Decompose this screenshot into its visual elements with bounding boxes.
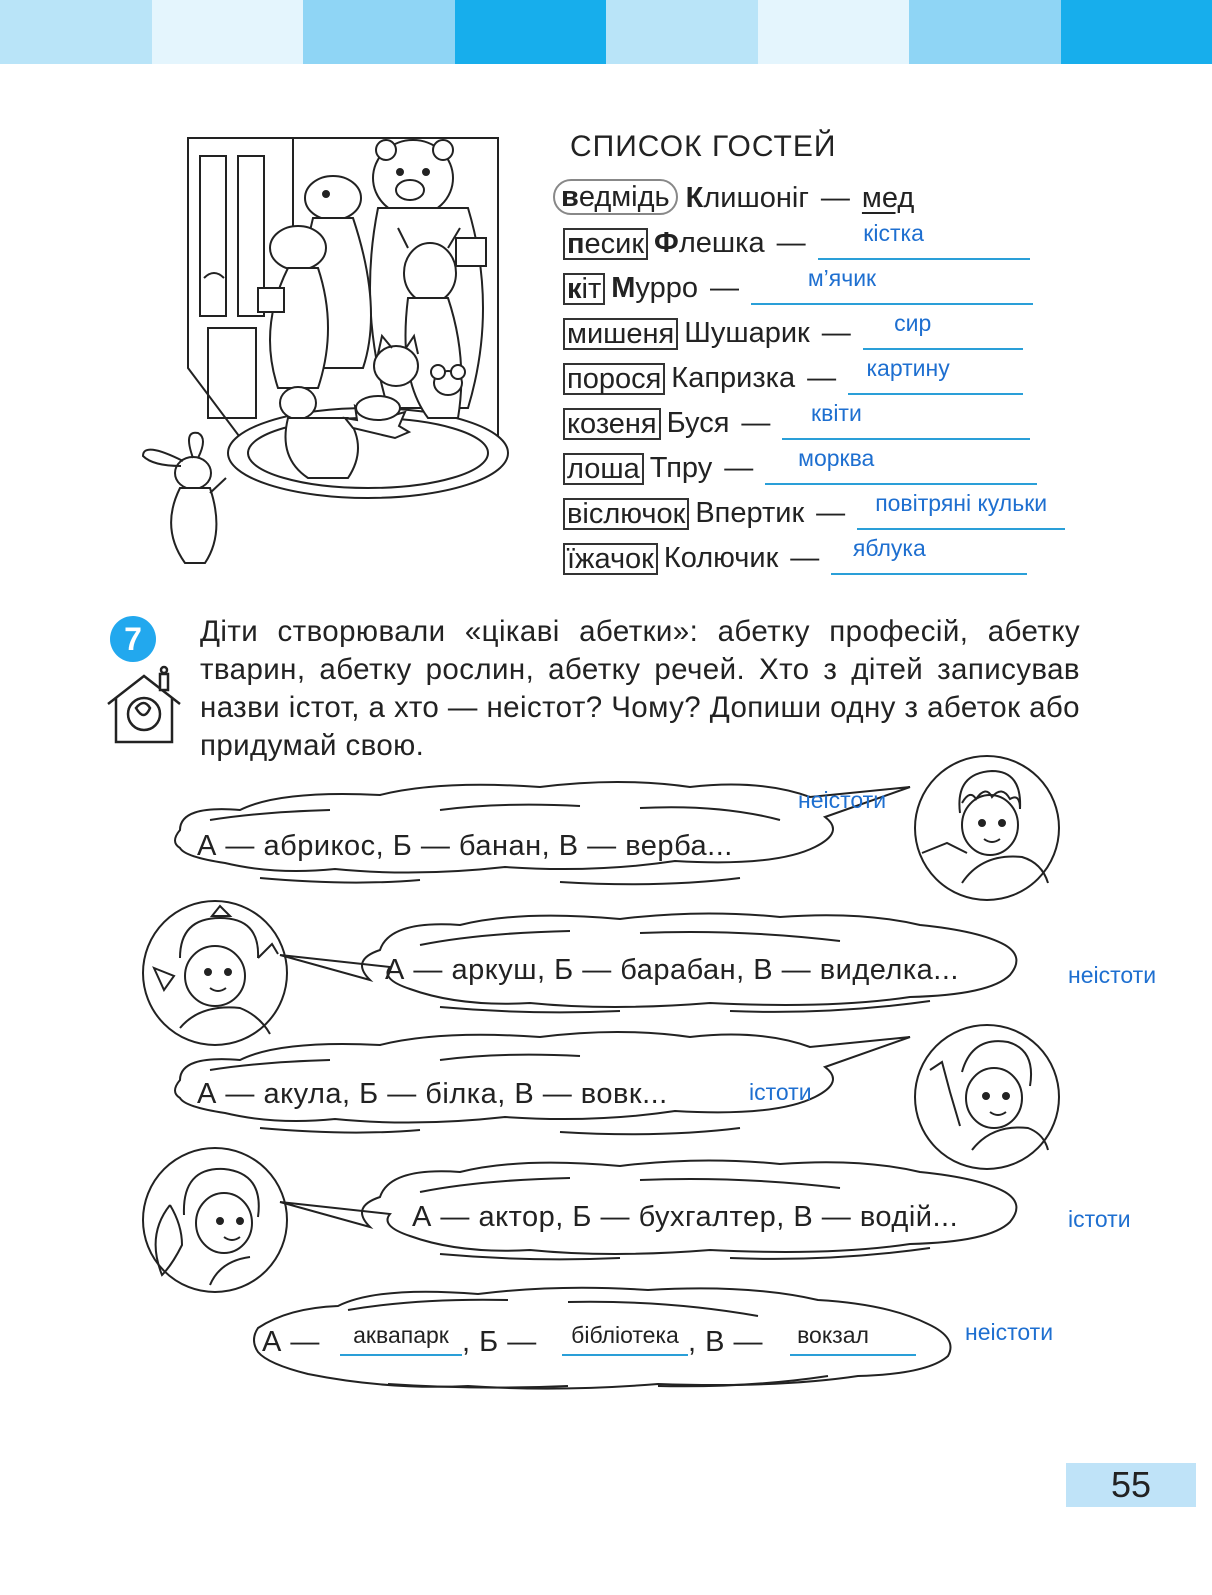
girl-avatar-2 <box>140 1145 290 1295</box>
girl-avatar-1 <box>140 898 290 1048</box>
gift-blank[interactable] <box>751 265 1033 305</box>
homework-house-icon <box>102 668 182 748</box>
species-label: песик <box>563 228 648 260</box>
bubble-answer: неістоти <box>798 787 887 813</box>
guest-row <box>563 310 1023 350</box>
bubble-answer: неістоти <box>965 1319 1054 1345</box>
fill-in-a-value: аквапарк <box>353 1322 449 1348</box>
guest-name: урро <box>635 272 698 304</box>
gift-blank[interactable] <box>857 490 1065 530</box>
species-label: їжачок <box>563 543 658 575</box>
bubble-text: А — акула, Б — білка, В — вовк... <box>197 1078 668 1110</box>
page-number: 55 <box>1066 1463 1196 1507</box>
guest-name: Тпру <box>649 452 713 484</box>
name-initial: М <box>611 272 636 304</box>
fill-in-b-blank[interactable] <box>562 1322 688 1356</box>
gift-blank[interactable] <box>765 445 1037 485</box>
gift-blank[interactable] <box>782 400 1030 440</box>
species-label: віслючок <box>563 498 689 530</box>
guest-row <box>563 400 1030 440</box>
bubble-answer: істоти <box>1068 1206 1131 1232</box>
dash: — <box>807 362 837 394</box>
stripe-8 <box>1061 0 1212 64</box>
dash: — <box>741 407 771 439</box>
stripe-6 <box>758 0 910 64</box>
guest-name: лешка <box>678 227 765 259</box>
fill-in-a-label: А — <box>262 1326 320 1358</box>
guest-name: Буся <box>666 407 730 439</box>
guest-name: Шушарик <box>684 317 810 349</box>
species-label: кіт <box>563 273 605 305</box>
stripe-4 <box>455 0 607 64</box>
guest-row <box>563 535 1027 575</box>
dash: — <box>820 182 850 214</box>
bubble-answer: істоти <box>749 1079 812 1105</box>
guest-list-title: СПИСОК ГОСТЕЙ <box>570 130 837 163</box>
gift-blank[interactable] <box>818 220 1030 260</box>
gift-answer: квіти <box>811 400 862 426</box>
task-number-badge: 7 <box>110 616 156 662</box>
bubble-answer: неістоти <box>1068 962 1157 988</box>
stripe-1 <box>0 0 152 64</box>
guest-row <box>563 220 1030 260</box>
stripe-7 <box>909 0 1061 64</box>
name-initial: К <box>685 182 704 214</box>
boy-avatar-1 <box>912 753 1062 903</box>
guest-name: Впертик <box>695 497 805 529</box>
fill-in-b-label: , Б — <box>462 1326 537 1358</box>
gift-blank[interactable] <box>863 310 1023 350</box>
stripe-2 <box>152 0 304 64</box>
guest-name: Капризка <box>671 362 796 394</box>
stripe-3 <box>303 0 455 64</box>
animals-door-illustration <box>138 128 518 578</box>
gift-answer: кістка <box>863 220 924 246</box>
species-label: порося <box>563 363 665 395</box>
gift-blank[interactable] <box>848 355 1023 395</box>
dash: — <box>709 272 739 304</box>
dash: — <box>790 542 820 574</box>
gift-answer: повітряні кульки <box>875 490 1048 516</box>
guest-row <box>563 355 1023 395</box>
fill-in-b-value: бібліотека <box>571 1322 679 1348</box>
guest-row <box>553 175 914 215</box>
gift-answer: картину <box>866 355 950 381</box>
gift-answer: сир <box>894 310 932 336</box>
species-label: козеня <box>563 408 661 440</box>
species-label: мишеня <box>563 318 678 350</box>
stripe-5 <box>606 0 758 64</box>
name-initial: Ф <box>654 227 679 259</box>
dash: — <box>816 497 846 529</box>
header-stripes <box>0 0 1212 64</box>
fill-in-v-value: вокзал <box>797 1322 869 1348</box>
guest-name: лишоніг <box>703 182 809 214</box>
species-label: ведмідь <box>553 179 678 215</box>
guest-row <box>563 265 1033 305</box>
gift-answer: м’ячик <box>807 265 877 291</box>
boy-avatar-2 <box>912 1022 1062 1172</box>
bubble-text: А — абрикос, Б — банан, В — верба... <box>197 830 733 862</box>
gift-answer: яблука <box>852 535 926 561</box>
dash: — <box>776 227 806 259</box>
gift-answer: морква <box>798 445 875 471</box>
fill-in-v-label: , В — <box>688 1326 764 1358</box>
task-instruction: Діти створювали «цікаві абетки»: абетку професій, абетку тварин, абетку рослин, абетку речей. Хто з дітей записував назви істот, а хто — неістот? Чому? Допиши одну з абеток або придумай свою. <box>200 615 1080 762</box>
gift-blank[interactable] <box>831 535 1027 575</box>
bubble-text: А — актор, Б — бухгалтер, В — водій... <box>412 1201 959 1233</box>
guest-name: Колючик <box>663 542 779 574</box>
guest-row <box>563 490 1065 530</box>
fill-in-a-blank[interactable] <box>340 1322 462 1356</box>
bubble-text: А — аркуш, Б — барабан, В — виделка... <box>385 954 959 986</box>
dash: — <box>724 452 754 484</box>
species-label: лоша <box>563 453 644 485</box>
fill-in-v-blank[interactable] <box>790 1322 916 1356</box>
guest-row <box>563 445 1037 485</box>
dash: — <box>821 317 851 349</box>
gift-answer: мед <box>861 182 915 214</box>
